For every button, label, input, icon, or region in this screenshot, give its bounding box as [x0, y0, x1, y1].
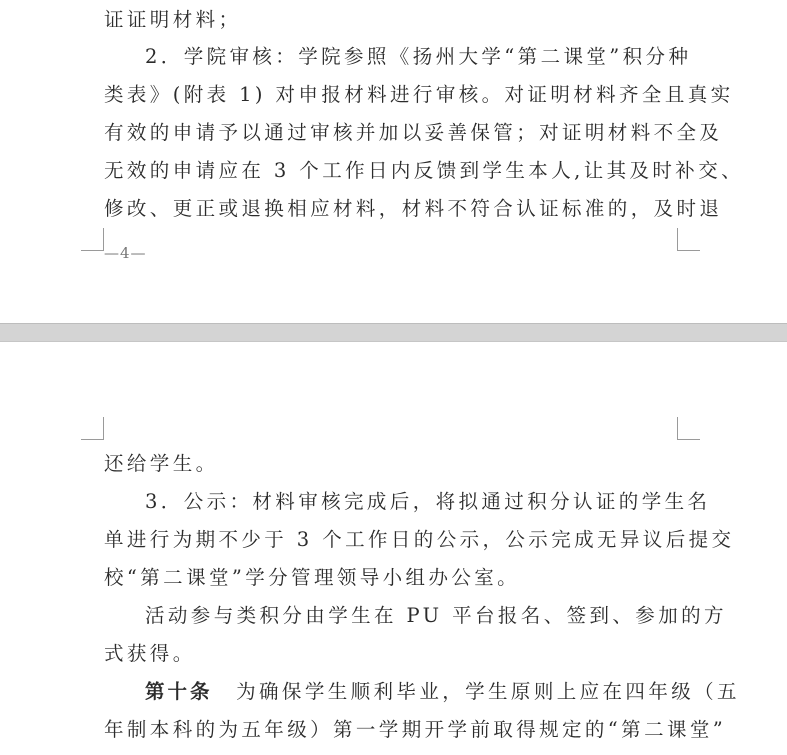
document-page-bottom — [0, 342, 787, 755]
paragraph-line: 修改、更正或退换相应材料，材料不符合认证标准的，及时退 — [104, 197, 723, 220]
paragraph-line: 还给学生。 — [104, 452, 219, 475]
article-line — [145, 677, 745, 707]
paragraph-line: 活动参与类积分由学生在 PU 平台报名、签到、参加的方 — [145, 604, 727, 627]
page-separator — [0, 323, 787, 342]
paragraph-line: 证证明材料； — [104, 8, 242, 31]
paragraph-line: 类表》(附表 1) 对申报材料进行审核。对证明材料齐全且真实 — [104, 83, 734, 106]
article-text: 为确保学生顺利毕业，学生原则上应在四年级（五 — [236, 680, 740, 703]
paragraph-line: 2．学院审核：学院参照《扬州大学“第二课堂”积分种 — [145, 45, 692, 68]
margin-corner-marker — [81, 417, 104, 440]
document-page-top — [0, 0, 787, 323]
margin-corner-marker — [81, 228, 104, 251]
paragraph-line: 式获得。 — [104, 642, 196, 665]
paragraph-line: 无效的申请应在 3 个工作日内反馈到学生本人,让其及时补交、 — [104, 159, 745, 182]
paragraph-line: 校“第二课堂”学分管理领导小组办公室。 — [104, 566, 521, 589]
paragraph-line: 有效的申请予以通过审核并加以妥善保管；对证明材料不全及 — [104, 121, 723, 144]
page-number: —4— — [104, 244, 147, 262]
paragraph-line: 单进行为期不少于 3 个工作日的公示，公示完成无异议后提交 — [104, 528, 735, 551]
margin-corner-marker — [677, 228, 700, 251]
paragraph-line: 3．公示：材料审核完成后，将拟通过积分认证的学生名 — [145, 490, 711, 513]
paragraph-line: 年制本科的为五年级）第一学期开学前取得规定的“第二课堂” — [104, 718, 727, 741]
article-heading: 第十条 — [145, 680, 213, 703]
margin-corner-marker — [677, 417, 700, 440]
